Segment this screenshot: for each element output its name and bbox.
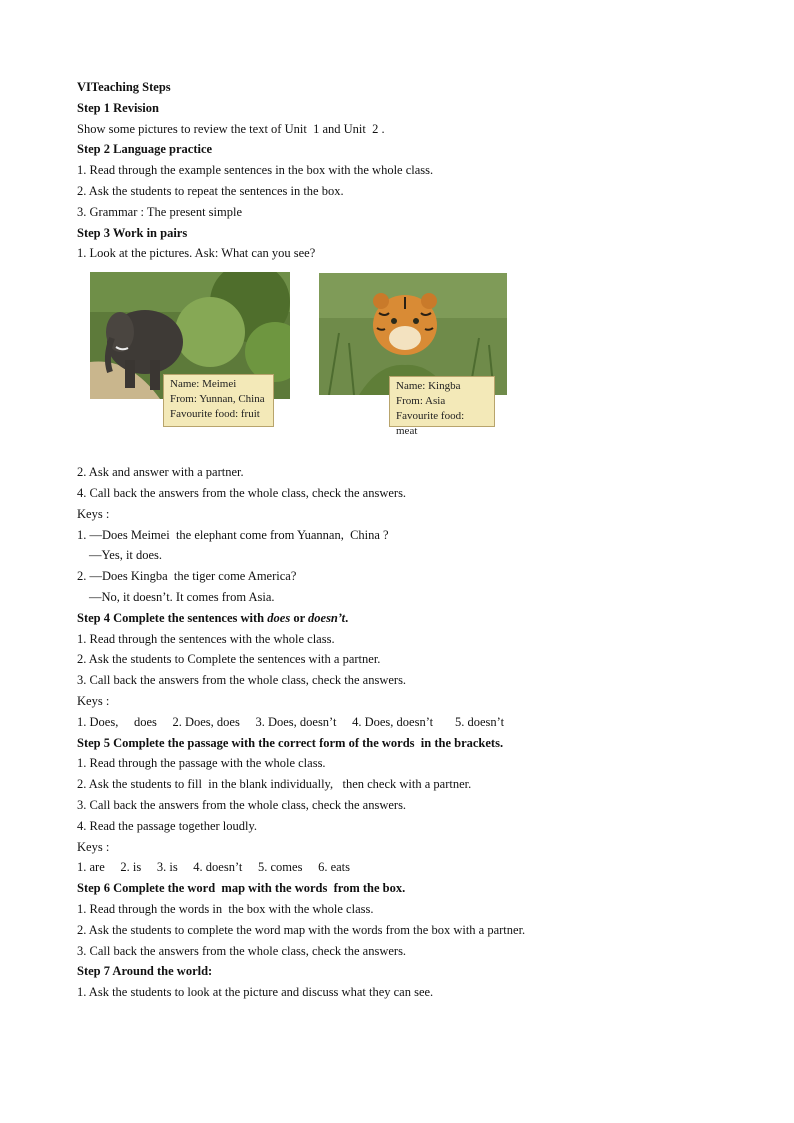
step4-line: 2. Ask the students to Complete the sentences with a partner. [77,652,381,667]
keys-label: Keys : [77,693,110,708]
key-line: —No, it doesn’t. It comes from Asia. [89,589,275,604]
step6-line: 1. Read through the words in the box with the whole class. [77,901,374,916]
step4-heading [77,608,717,629]
step4-line: 1. Read through the sentences with the whole class. [77,631,335,646]
keys-answers: 1. Does, does 2. Does, does 3. Does, doesn’t 4. Does, doesn’t 5. doesn’t [77,714,505,729]
step6-line: 3. Call back the answers from the whole class, check the answers. [77,943,407,958]
document-page [77,77,717,1003]
step5-line: 3. Call back the answers from the whole class, check the answers. [77,797,407,812]
key-line: —Yes, it does. [89,548,163,563]
animal-pictures [77,270,717,450]
step7-line: 1. Ask the students to look at the picture and discuss what they can see. [77,985,434,1000]
card-name: Name: Kingba [396,380,461,393]
step3-heading: Step 3 Work in pairs [77,225,188,240]
step3-intro: 1. Look at the pictures. Ask: What can you see? [77,246,316,261]
step6-heading: Step 6 Complete the word map with the words from the box. [77,881,406,896]
keys-answers: 1. are 2. is 3. is 4. doesn’t 5. comes 6. eats [77,860,350,875]
heading-part: . [345,610,349,625]
kingba-info-card [389,376,495,438]
heading-emphasis: doesn’t [308,610,346,625]
card-from: From: Yunnan, China [170,393,265,406]
step6-line: 2. Ask the students to complete the word map with the words from the box with a partner. [77,922,526,937]
heading-emphasis: does [267,610,291,625]
step5-line: 4. Read the passage together loudly. [77,818,258,833]
step3-line: 4. Call back the answers from the whole class, check the answers. [77,485,407,500]
meimei-info-card [163,374,274,427]
step5-line: 2. Ask the students to fill in the blank individually, then check with a partner. [77,777,472,792]
heading-part: or [290,610,309,625]
step2-line: 3. Grammar : The present simple [77,204,243,219]
keys-label: Keys : [77,506,110,521]
step5-line: 1. Read through the passage with the whole class. [77,756,326,771]
step5-heading: Step 5 Complete the passage with the correct form of the words in the brackets. [77,735,504,750]
step4-line: 3. Call back the answers from the whole class, check the answers. [77,673,407,688]
heading-part: Step 4 Complete the sentences with [77,610,268,625]
card-food: Favourite food: fruit [170,408,260,421]
step2-heading: Step 2 Language practice [77,142,213,157]
card-name: Name: Meimei [170,378,237,391]
step7-heading: Step 7 Around the world: [77,964,213,979]
step3-line: 2. Ask and answer with a partner. [77,465,244,480]
step1-line: Show some pictures to review the text of Unit 1 and Unit 2 . [77,121,385,136]
key-line: 2. —Does Kingba the tiger come America? [77,569,297,584]
key-line: 1. —Does Meimei the elephant come from Yuannan, China ? [77,527,389,542]
step2-line: 2. Ask the students to repeat the sentences in the box. [77,183,344,198]
card-food: Favourite food: meat [396,410,465,438]
step1-heading: Step 1 Revision [77,100,159,115]
section-title: VITeaching Steps [77,80,171,94]
keys-label: Keys : [77,839,110,854]
step2-line: 1. Read through the example sentences in the box with the whole class. [77,163,434,178]
card-from: From: Asia [396,395,446,408]
